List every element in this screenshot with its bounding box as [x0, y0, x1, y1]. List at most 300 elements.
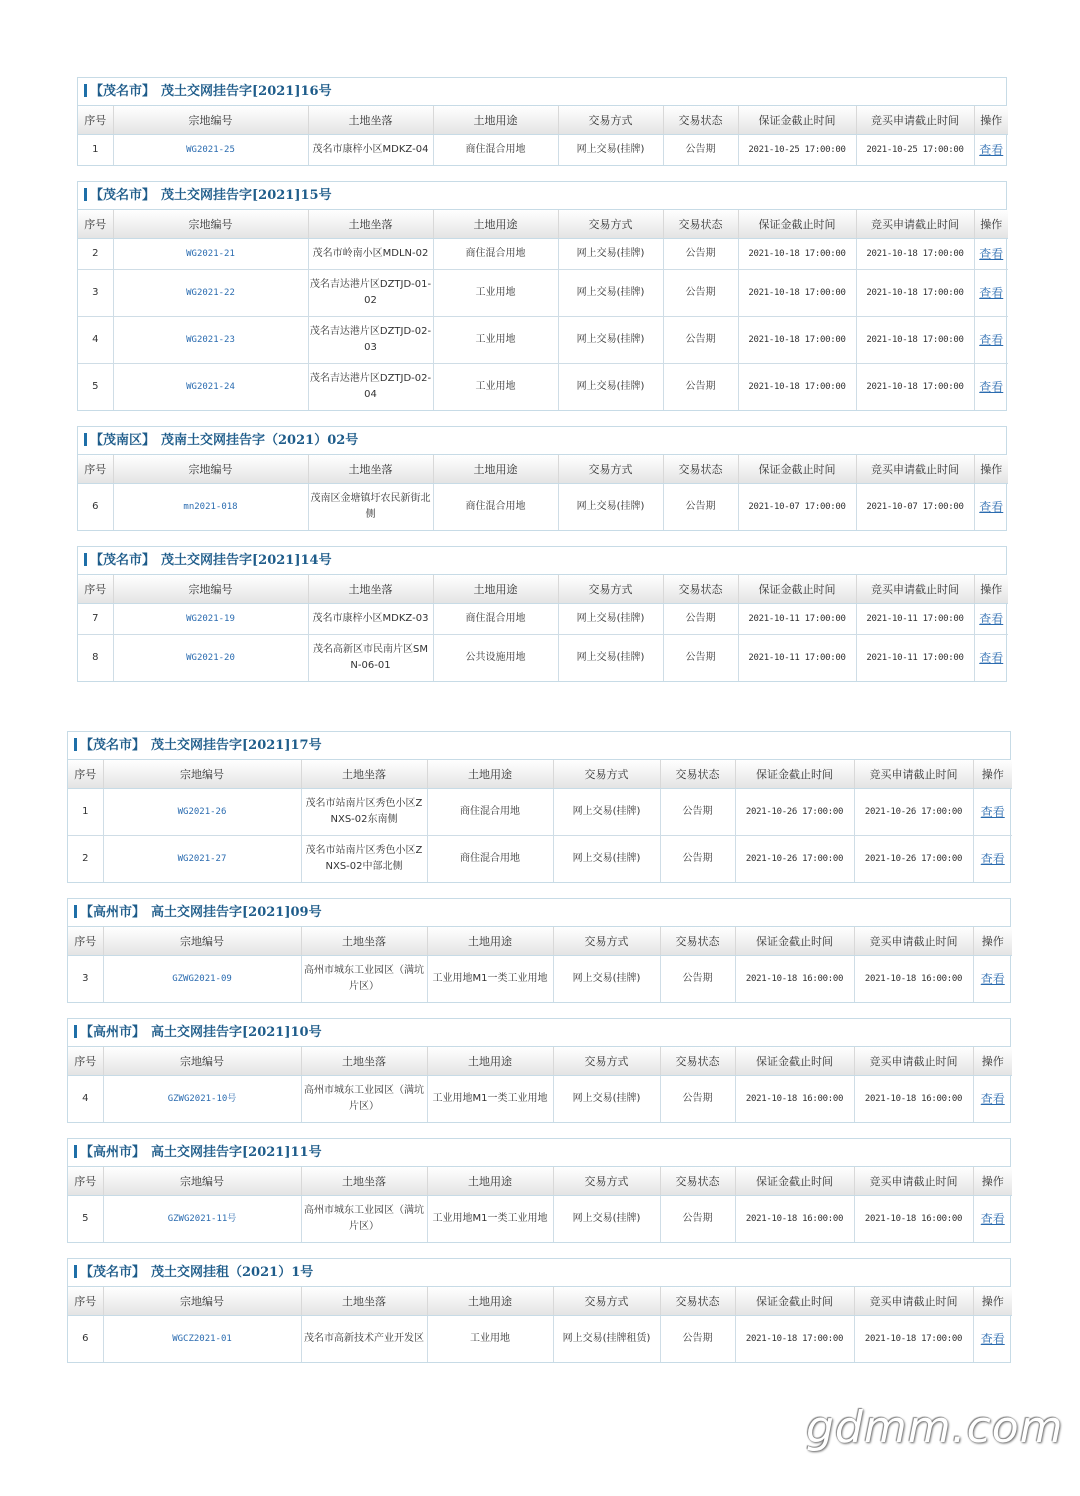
view-link[interactable]: [973, 1076, 1012, 1123]
announcement-header: [68, 1019, 1010, 1047]
column-header: 序号: [78, 210, 113, 239]
trade-status: 公告期: [660, 836, 735, 883]
parcel-code[interactable]: WG2021-26: [103, 789, 301, 836]
table-row: [78, 635, 1008, 682]
region-label: 【茂名市】: [90, 84, 156, 99]
land-use: 商住混合用地: [433, 484, 558, 531]
parcel-code[interactable]: WG2021-22: [113, 270, 308, 317]
column-header: 操作: [974, 575, 1008, 604]
trade-status: 公告期: [663, 270, 738, 317]
header-bar-icon: [84, 433, 87, 446]
view-link-label[interactable]: 查看: [979, 333, 1004, 347]
land-use: 工业用地: [433, 317, 558, 364]
column-header: 保证金截止时间: [735, 1047, 854, 1076]
header-bar-icon: [84, 553, 87, 566]
deposit-deadline: 2021-10-18 17:00:00: [735, 1316, 854, 1363]
column-header: 保证金截止时间: [738, 455, 856, 484]
trade-method: 网上交易(挂牌): [553, 789, 660, 836]
row-number: 1: [68, 789, 103, 836]
column-header: 土地坐落: [308, 106, 433, 135]
deposit-deadline: 2021-10-18 16:00:00: [735, 1196, 854, 1243]
column-header: 土地用途: [427, 1287, 553, 1316]
announcement-title: 茂土交网挂告字[2021]17号: [151, 738, 322, 753]
header-bar-icon: [74, 905, 77, 918]
parcel-table: [78, 455, 1008, 530]
column-header: 宗地编号: [103, 1167, 301, 1196]
table-row: [78, 364, 1008, 411]
announcement-header: [68, 1259, 1010, 1287]
land-location: 茂名市康梓小区MDKZ-03: [308, 604, 433, 635]
bid-deadline: 2021-10-18 17:00:00: [856, 239, 974, 270]
view-link-label[interactable]: 查看: [980, 972, 1005, 986]
land-location: 茂名市站南片区秀色小区ZNXS-02中部北侧: [301, 836, 427, 883]
row-number: 5: [78, 364, 113, 411]
view-link-label[interactable]: 查看: [980, 852, 1005, 866]
bid-deadline: 2021-10-18 16:00:00: [854, 956, 973, 1003]
table-header-row: [78, 455, 1008, 484]
view-link-label[interactable]: 查看: [979, 612, 1004, 626]
parcel-code[interactable]: WG2021-23: [113, 317, 308, 364]
trade-status: 公告期: [660, 1196, 735, 1243]
trade-method: 网上交易(挂牌): [553, 836, 660, 883]
parcel-table: [78, 106, 1008, 165]
region-label: 【茂名市】: [80, 1265, 146, 1280]
row-number: 6: [78, 484, 113, 531]
column-header: 保证金截止时间: [738, 575, 856, 604]
column-header: 土地坐落: [301, 760, 427, 789]
bid-deadline: 2021-10-26 17:00:00: [854, 836, 973, 883]
land-location: 茂名吉达港片区DZTJD-02-04: [308, 364, 433, 411]
trade-method: 网上交易(挂牌): [558, 270, 663, 317]
column-header: 竞买申请截止时间: [856, 575, 974, 604]
table-row: [68, 1316, 1012, 1363]
announcement-block: [67, 1018, 1011, 1123]
region-label: 【高州市】: [80, 1145, 146, 1160]
column-header: 操作: [973, 927, 1012, 956]
trade-status: 公告期: [663, 364, 738, 411]
view-link[interactable]: [974, 317, 1008, 364]
trade-method: 网上交易(挂牌): [558, 317, 663, 364]
column-header: 交易状态: [660, 927, 735, 956]
column-header: 土地用途: [427, 1167, 553, 1196]
column-header: 宗地编号: [113, 455, 308, 484]
column-header: 竞买申请截止时间: [854, 760, 973, 789]
view-link[interactable]: [973, 1196, 1012, 1243]
column-header: 宗地编号: [103, 927, 301, 956]
region-label: 【茂名市】: [90, 553, 156, 568]
table-header-row: [68, 1167, 1012, 1196]
trade-status: 公告期: [663, 484, 738, 531]
land-location: 茂名吉达港片区DZTJD-01-02: [308, 270, 433, 317]
row-number: 5: [68, 1196, 103, 1243]
trade-method: 网上交易(挂牌): [553, 1076, 660, 1123]
announcement-block: [77, 546, 1007, 682]
land-location: 茂名市岭南小区MDLN-02: [308, 239, 433, 270]
column-header: 保证金截止时间: [735, 927, 854, 956]
view-link[interactable]: [973, 789, 1012, 836]
trade-method: 网上交易(挂牌): [558, 635, 663, 682]
column-header: 竞买申请截止时间: [856, 455, 974, 484]
deposit-deadline: 2021-10-26 17:00:00: [735, 836, 854, 883]
column-header: 交易方式: [553, 760, 660, 789]
bid-deadline: 2021-10-18 16:00:00: [854, 1076, 973, 1123]
column-header: 交易状态: [660, 1047, 735, 1076]
deposit-deadline: 2021-10-18 17:00:00: [738, 317, 856, 364]
column-header: 交易方式: [558, 106, 663, 135]
trade-status: 公告期: [663, 135, 738, 166]
table-row: [68, 956, 1012, 1003]
column-header: 操作: [973, 1167, 1012, 1196]
view-link-label[interactable]: 查看: [979, 651, 1004, 665]
land-use: 商住混合用地: [433, 604, 558, 635]
row-number: 6: [68, 1316, 103, 1363]
table-row: [78, 239, 1008, 270]
view-link-label[interactable]: 查看: [980, 1332, 1005, 1346]
announcement-block: [77, 181, 1007, 411]
column-header: 竞买申请截止时间: [856, 210, 974, 239]
bid-deadline: 2021-10-07 17:00:00: [856, 484, 974, 531]
parcel-table: [78, 210, 1008, 410]
column-header: 序号: [78, 575, 113, 604]
column-header: 土地坐落: [301, 1047, 427, 1076]
parcel-code[interactable]: WG2021-25: [113, 135, 308, 166]
bid-deadline: 2021-10-18 16:00:00: [854, 1196, 973, 1243]
announcement-header: [78, 78, 1006, 106]
land-use: 工业用地M1一类工业用地: [427, 956, 553, 1003]
parcel-table: [68, 1287, 1012, 1362]
table-row: [78, 135, 1008, 166]
table-header-row: [78, 210, 1008, 239]
table-row: [68, 789, 1012, 836]
land-use: 公共设施用地: [433, 635, 558, 682]
deposit-deadline: 2021-10-18 17:00:00: [738, 364, 856, 411]
region-label: 【茂南区】: [90, 433, 156, 448]
column-header: 操作: [973, 760, 1012, 789]
view-link-label[interactable]: 查看: [979, 380, 1004, 394]
header-bar-icon: [84, 84, 87, 97]
announcement-header: [68, 1139, 1010, 1167]
trade-method: 网上交易(挂牌): [558, 484, 663, 531]
column-header: 操作: [973, 1287, 1012, 1316]
column-header: 宗地编号: [113, 106, 308, 135]
column-header: 交易状态: [660, 1167, 735, 1196]
parcel-code[interactable]: GZWG2021-10号: [103, 1076, 301, 1123]
column-header: 土地用途: [427, 927, 553, 956]
bid-deadline: 2021-10-25 17:00:00: [856, 135, 974, 166]
column-header: 土地用途: [427, 1047, 553, 1076]
parcel-code[interactable]: WGCZ2021-01: [103, 1316, 301, 1363]
parcel-code[interactable]: WG2021-27: [103, 836, 301, 883]
announcement-group-1: [77, 77, 1007, 697]
parcel-table: [68, 760, 1012, 882]
column-header: 保证金截止时间: [738, 106, 856, 135]
row-number: 3: [78, 270, 113, 317]
column-header: 操作: [974, 106, 1008, 135]
column-header: 宗地编号: [103, 1047, 301, 1076]
parcel-code[interactable]: WG2021-19: [113, 604, 308, 635]
parcel-code[interactable]: WG2021-24: [113, 364, 308, 411]
trade-method: 网上交易(挂牌): [558, 364, 663, 411]
trade-method: 网上交易(挂牌): [558, 604, 663, 635]
deposit-deadline: 2021-10-11 17:00:00: [738, 635, 856, 682]
column-header: 操作: [973, 1047, 1012, 1076]
view-link-label[interactable]: 查看: [979, 500, 1004, 514]
view-link[interactable]: [973, 836, 1012, 883]
deposit-deadline: 2021-10-11 17:00:00: [738, 604, 856, 635]
deposit-deadline: 2021-10-07 17:00:00: [738, 484, 856, 531]
view-link[interactable]: [974, 270, 1008, 317]
column-header: 土地用途: [433, 106, 558, 135]
header-bar-icon: [74, 1025, 77, 1038]
land-use: 商住混合用地: [433, 239, 558, 270]
column-header: 保证金截止时间: [735, 1167, 854, 1196]
land-location: 茂名市站南片区秀色小区ZNXS-02东南侧: [301, 789, 427, 836]
watermark: gdmm.com: [806, 1402, 1064, 1453]
column-header: 交易状态: [663, 210, 738, 239]
land-location: 茂名市高新技术产业开发区: [301, 1316, 427, 1363]
header-bar-icon: [84, 188, 87, 201]
table-header-row: [68, 760, 1012, 789]
column-header: 序号: [68, 927, 103, 956]
column-header: 土地坐落: [308, 455, 433, 484]
announcement-block: [77, 77, 1007, 166]
table-header-row: [78, 575, 1008, 604]
region-label: 【茂名市】: [80, 738, 146, 753]
deposit-deadline: 2021-10-18 17:00:00: [738, 270, 856, 317]
column-header: 保证金截止时间: [738, 210, 856, 239]
trade-status: 公告期: [663, 635, 738, 682]
announcement-title: 茂土交网挂租（2021）1号: [151, 1265, 314, 1280]
column-header: 交易状态: [663, 575, 738, 604]
announcement-header: [68, 899, 1010, 927]
land-location: 高州市城东工业园区（满坑片区）: [301, 1076, 427, 1123]
column-header: 土地坐落: [301, 1167, 427, 1196]
column-header: 土地坐落: [308, 575, 433, 604]
land-location: 茂名吉达港片区DZTJD-02-03: [308, 317, 433, 364]
column-header: 保证金截止时间: [735, 760, 854, 789]
announcement-title: 茂南土交网挂告字（2021）02号: [161, 433, 359, 448]
row-number: 2: [78, 239, 113, 270]
announcement-block: [67, 1258, 1011, 1363]
trade-status: 公告期: [660, 1076, 735, 1123]
land-use: 工业用地: [433, 364, 558, 411]
view-link[interactable]: [973, 956, 1012, 1003]
row-number: 3: [68, 956, 103, 1003]
view-link[interactable]: [974, 135, 1008, 166]
column-header: 操作: [974, 455, 1008, 484]
land-use: 工业用地M1一类工业用地: [427, 1076, 553, 1123]
column-header: 交易方式: [553, 1167, 660, 1196]
announcement-title: 茂土交网挂告字[2021]15号: [161, 188, 332, 203]
column-header: 土地用途: [433, 210, 558, 239]
land-location: 高州市城东工业园区（满坑片区）: [301, 1196, 427, 1243]
parcel-table: [68, 1167, 1012, 1242]
deposit-deadline: 2021-10-18 17:00:00: [738, 239, 856, 270]
trade-method: 网上交易(挂牌): [558, 135, 663, 166]
column-header: 交易状态: [660, 1287, 735, 1316]
column-header: 交易方式: [553, 927, 660, 956]
announcement-title: 高土交网挂告字[2021]11号: [151, 1145, 322, 1160]
column-header: 交易状态: [663, 106, 738, 135]
parcel-code[interactable]: GZWG2021-09: [103, 956, 301, 1003]
view-link[interactable]: [974, 364, 1008, 411]
column-header: 序号: [78, 455, 113, 484]
deposit-deadline: 2021-10-18 16:00:00: [735, 1076, 854, 1123]
column-header: 土地坐落: [301, 927, 427, 956]
column-header: 序号: [68, 760, 103, 789]
announcement-title: 茂土交网挂告字[2021]14号: [161, 553, 332, 568]
view-link[interactable]: [974, 239, 1008, 270]
announcement-block: [67, 898, 1011, 1003]
deposit-deadline: 2021-10-18 16:00:00: [735, 956, 854, 1003]
bid-deadline: 2021-10-18 17:00:00: [854, 1316, 973, 1363]
region-label: 【高州市】: [80, 1025, 146, 1040]
region-label: 【茂名市】: [90, 188, 156, 203]
table-header-row: [78, 106, 1008, 135]
row-number: 7: [78, 604, 113, 635]
parcel-table: [78, 575, 1008, 681]
trade-status: 公告期: [663, 239, 738, 270]
column-header: 土地用途: [427, 760, 553, 789]
announcement-header: [68, 732, 1010, 760]
view-link-label[interactable]: 查看: [979, 247, 1004, 261]
bid-deadline: 2021-10-18 17:00:00: [856, 270, 974, 317]
column-header: 宗地编号: [113, 210, 308, 239]
row-number: 8: [78, 635, 113, 682]
table-header-row: [68, 927, 1012, 956]
column-header: 竞买申请截止时间: [854, 1287, 973, 1316]
land-use: 工业用地: [427, 1316, 553, 1363]
trade-status: 公告期: [663, 317, 738, 364]
bid-deadline: 2021-10-18 17:00:00: [856, 317, 974, 364]
table-row: [78, 317, 1008, 364]
row-number: 2: [68, 836, 103, 883]
deposit-deadline: 2021-10-26 17:00:00: [735, 789, 854, 836]
announcement-header: [78, 547, 1006, 575]
announcement-group-2: [67, 731, 1011, 1378]
land-location: 茂名高新区市民南片区SMN-06-01: [308, 635, 433, 682]
trade-status: 公告期: [660, 1316, 735, 1363]
header-bar-icon: [74, 1145, 77, 1158]
trade-method: 网上交易(挂牌租赁): [553, 1316, 660, 1363]
parcel-table: [68, 927, 1012, 1002]
column-header: 土地坐落: [301, 1287, 427, 1316]
trade-method: 网上交易(挂牌): [553, 956, 660, 1003]
column-header: 竞买申请截止时间: [854, 927, 973, 956]
column-header: 序号: [78, 106, 113, 135]
column-header: 竞买申请截止时间: [856, 106, 974, 135]
trade-method: 网上交易(挂牌): [553, 1196, 660, 1243]
row-number: 1: [78, 135, 113, 166]
column-header: 宗地编号: [113, 575, 308, 604]
view-link-label[interactable]: 查看: [980, 1092, 1005, 1106]
column-header: 土地用途: [433, 575, 558, 604]
column-header: 宗地编号: [103, 760, 301, 789]
view-link[interactable]: [974, 484, 1008, 531]
column-header: 操作: [974, 210, 1008, 239]
table-header-row: [68, 1047, 1012, 1076]
bid-deadline: 2021-10-18 17:00:00: [856, 364, 974, 411]
trade-status: 公告期: [660, 956, 735, 1003]
column-header: 交易方式: [558, 455, 663, 484]
header-bar-icon: [74, 738, 77, 751]
parcel-table: [68, 1047, 1012, 1122]
trade-status: 公告期: [663, 604, 738, 635]
announcement-block: [67, 1138, 1011, 1243]
column-header: 交易状态: [663, 455, 738, 484]
header-bar-icon: [74, 1265, 77, 1278]
table-row: [78, 604, 1008, 635]
table-row: [78, 484, 1008, 531]
column-header: 保证金截止时间: [735, 1287, 854, 1316]
column-header: 序号: [68, 1047, 103, 1076]
trade-status: 公告期: [660, 789, 735, 836]
column-header: 土地坐落: [308, 210, 433, 239]
column-header: 交易方式: [553, 1287, 660, 1316]
announcement-block: [77, 426, 1007, 531]
trade-method: 网上交易(挂牌): [558, 239, 663, 270]
column-header: 竞买申请截止时间: [854, 1167, 973, 1196]
column-header: 土地用途: [433, 455, 558, 484]
table-row: [68, 1076, 1012, 1123]
land-use: 商住混合用地: [433, 135, 558, 166]
column-header: 交易方式: [553, 1047, 660, 1076]
land-location: 茂南区金塘镇圩农民新街北侧: [308, 484, 433, 531]
parcel-code[interactable]: WG2021-20: [113, 635, 308, 682]
announcement-title: 高土交网挂告字[2021]09号: [151, 905, 322, 920]
view-link-label[interactable]: 查看: [980, 1212, 1005, 1226]
column-header: 交易状态: [660, 760, 735, 789]
row-number: 4: [68, 1076, 103, 1123]
table-header-row: [68, 1287, 1012, 1316]
land-use: 商住混合用地: [427, 789, 553, 836]
view-link-label[interactable]: 查看: [979, 143, 1004, 157]
parcel-code[interactable]: mn2021-018: [113, 484, 308, 531]
column-header: 竞买申请截止时间: [854, 1047, 973, 1076]
bid-deadline: 2021-10-11 17:00:00: [856, 635, 974, 682]
column-header: 宗地编号: [103, 1287, 301, 1316]
view-link-label[interactable]: 查看: [979, 286, 1004, 300]
announcement-title: 茂土交网挂告字[2021]16号: [161, 84, 332, 99]
column-header: 交易方式: [558, 575, 663, 604]
land-location: 高州市城东工业园区（满坑片区）: [301, 956, 427, 1003]
table-row: [68, 836, 1012, 883]
deposit-deadline: 2021-10-25 17:00:00: [738, 135, 856, 166]
view-link[interactable]: [973, 1316, 1012, 1363]
land-use: 工业用地M1一类工业用地: [427, 1196, 553, 1243]
row-number: 4: [78, 317, 113, 364]
land-use: 工业用地: [433, 270, 558, 317]
announcement-block: [67, 731, 1011, 883]
parcel-code[interactable]: GZWG2021-11号: [103, 1196, 301, 1243]
table-row: [78, 270, 1008, 317]
announcement-title: 高土交网挂告字[2021]10号: [151, 1025, 322, 1040]
land-use: 商住混合用地: [427, 836, 553, 883]
table-row: [68, 1196, 1012, 1243]
view-link[interactable]: [974, 635, 1008, 682]
view-link[interactable]: [974, 604, 1008, 635]
parcel-code[interactable]: WG2021-21: [113, 239, 308, 270]
region-label: 【高州市】: [80, 905, 146, 920]
column-header: 交易方式: [558, 210, 663, 239]
bid-deadline: 2021-10-26 17:00:00: [854, 789, 973, 836]
column-header: 序号: [68, 1167, 103, 1196]
land-location: 茂名市康梓小区MDKZ-04: [308, 135, 433, 166]
view-link-label[interactable]: 查看: [980, 805, 1005, 819]
column-header: 序号: [68, 1287, 103, 1316]
announcement-header: [78, 182, 1006, 210]
announcement-header: [78, 427, 1006, 455]
